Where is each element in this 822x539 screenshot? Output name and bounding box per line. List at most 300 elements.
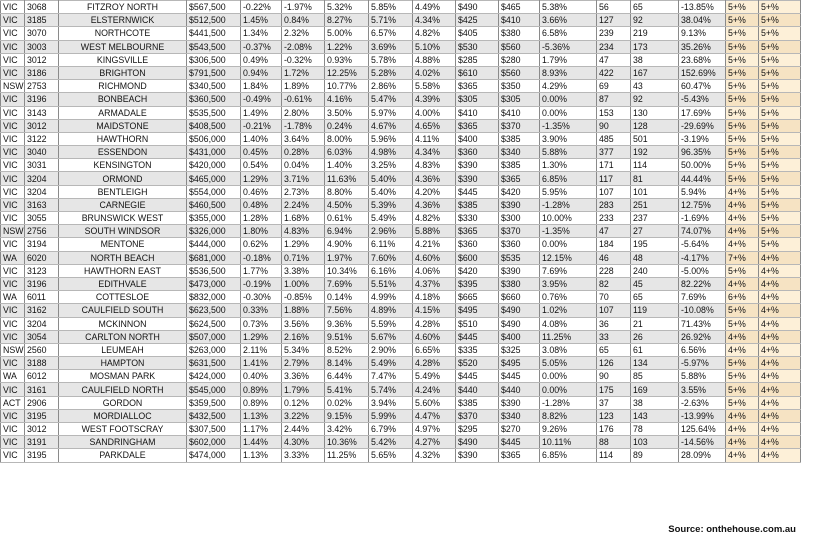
- cell-rent-change: -1.28%: [540, 198, 597, 211]
- cell-suburb: SANDRINGHAM: [59, 436, 187, 449]
- cell-change-3m: 3.38%: [282, 264, 325, 277]
- table-row: [1, 277, 801, 290]
- cell-growth-forecast-2: 5+%: [759, 119, 801, 132]
- cell-growth-forecast-1: 5+%: [726, 93, 759, 106]
- cell-col-9: 4.36%: [413, 198, 456, 211]
- cell-rent-prev: $390: [499, 198, 540, 211]
- table-row: [1, 14, 801, 27]
- cell-median-price: $507,000: [187, 330, 241, 343]
- cell-growth-forecast-2: 4+%: [759, 383, 801, 396]
- cell-suburb: ESSENDON: [59, 146, 187, 159]
- cell-rent-now: $490: [456, 436, 499, 449]
- cell-change-3m: 3.36%: [282, 370, 325, 383]
- cell-growth-forecast-2: 5+%: [759, 172, 801, 185]
- cell-col-9: 5.10%: [413, 40, 456, 53]
- cell-rent-change: 10.11%: [540, 436, 597, 449]
- cell-col-9: 4.18%: [413, 291, 456, 304]
- cell-listings-change: 71.43%: [679, 317, 726, 330]
- cell-change-1m: 0.94%: [241, 66, 282, 79]
- cell-suburb: CARLTON NORTH: [59, 330, 187, 343]
- cell-change-1m: 0.89%: [241, 396, 282, 409]
- cell-col-9: 4.39%: [413, 93, 456, 106]
- cell-change-3m: -1.97%: [282, 1, 325, 14]
- cell-rent-now: $520: [456, 357, 499, 370]
- cell-rent-yield: 5.49%: [369, 357, 413, 370]
- cell-listings-change: 6.56%: [679, 343, 726, 356]
- cell-listings-now: 422: [597, 66, 631, 79]
- cell-col-9: 4.34%: [413, 14, 456, 27]
- cell-listings-change: 23.68%: [679, 53, 726, 66]
- cell-change-12m: 4.16%: [325, 93, 369, 106]
- cell-change-3m: 1.88%: [282, 304, 325, 317]
- table-row: [1, 436, 801, 449]
- cell-listings-prev: 21: [631, 317, 679, 330]
- cell-suburb: FITZROY NORTH: [59, 1, 187, 14]
- cell-col-9: 4.60%: [413, 330, 456, 343]
- cell-state: ACT: [1, 396, 25, 409]
- cell-rent-prev: $305: [499, 93, 540, 106]
- cell-change-1m: 1.44%: [241, 436, 282, 449]
- cell-change-12m: 9.51%: [325, 330, 369, 343]
- cell-rent-yield: 2.96%: [369, 225, 413, 238]
- cell-listings-prev: 240: [631, 264, 679, 277]
- cell-rent-change: 1.79%: [540, 53, 597, 66]
- cell-change-3m: 4.83%: [282, 225, 325, 238]
- cell-listings-change: -10.08%: [679, 304, 726, 317]
- cell-growth-forecast-1: 5+%: [726, 172, 759, 185]
- cell-growth-forecast-1: 5+%: [726, 146, 759, 159]
- cell-state: VIC: [1, 449, 25, 462]
- cell-listings-change: 28.09%: [679, 449, 726, 462]
- table-row: [1, 146, 801, 159]
- cell-state: WA: [1, 251, 25, 264]
- cell-postcode: 3068: [25, 1, 59, 14]
- cell-median-price: $791,500: [187, 66, 241, 79]
- cell-growth-forecast-1: 5+%: [726, 317, 759, 330]
- cell-state: VIC: [1, 40, 25, 53]
- cell-change-3m: 0.71%: [282, 251, 325, 264]
- cell-growth-forecast-2: 4+%: [759, 317, 801, 330]
- cell-growth-forecast-2: 4+%: [759, 291, 801, 304]
- cell-listings-now: 36: [597, 317, 631, 330]
- table-row: [1, 238, 801, 251]
- cell-growth-forecast-1: 4+%: [726, 436, 759, 449]
- cell-listings-now: 228: [597, 264, 631, 277]
- cell-col-9: 4.65%: [413, 119, 456, 132]
- cell-listings-change: 5.88%: [679, 370, 726, 383]
- cell-growth-forecast-2: 5+%: [759, 185, 801, 198]
- cell-listings-prev: 45: [631, 277, 679, 290]
- cell-rent-change: 5.95%: [540, 185, 597, 198]
- cell-listings-prev: 38: [631, 53, 679, 66]
- cell-state: VIC: [1, 159, 25, 172]
- cell-rent-change: 6.85%: [540, 449, 597, 462]
- cell-change-12m: 10.36%: [325, 436, 369, 449]
- cell-change-3m: 3.22%: [282, 409, 325, 422]
- cell-growth-forecast-1: 5+%: [726, 159, 759, 172]
- cell-state: VIC: [1, 330, 25, 343]
- cell-col-9: 4.37%: [413, 277, 456, 290]
- cell-rent-prev: $410: [499, 14, 540, 27]
- cell-growth-forecast-1: 5+%: [726, 66, 759, 79]
- cell-change-3m: 1.79%: [282, 383, 325, 396]
- cell-median-price: $359,500: [187, 396, 241, 409]
- cell-state: VIC: [1, 66, 25, 79]
- cell-median-price: $444,000: [187, 238, 241, 251]
- cell-rent-yield: 6.79%: [369, 423, 413, 436]
- cell-rent-yield: 5.59%: [369, 317, 413, 330]
- cell-change-1m: -0.49%: [241, 93, 282, 106]
- cell-rent-now: $610: [456, 66, 499, 79]
- cell-change-3m: -1.78%: [282, 119, 325, 132]
- cell-rent-prev: $440: [499, 383, 540, 396]
- table-row: [1, 132, 801, 145]
- cell-listings-prev: 65: [631, 291, 679, 304]
- cell-listings-prev: 195: [631, 238, 679, 251]
- cell-col-9: 4.21%: [413, 238, 456, 251]
- cell-change-12m: 0.02%: [325, 396, 369, 409]
- cell-suburb: BRIGHTON: [59, 66, 187, 79]
- cell-rent-now: $440: [456, 383, 499, 396]
- cell-growth-forecast-2: 4+%: [759, 370, 801, 383]
- cell-rent-yield: 3.25%: [369, 159, 413, 172]
- cell-change-3m: 3.56%: [282, 317, 325, 330]
- cell-listings-change: 38.04%: [679, 14, 726, 27]
- cell-rent-change: 7.69%: [540, 264, 597, 277]
- cell-change-3m: -0.32%: [282, 53, 325, 66]
- cell-growth-forecast-2: 4+%: [759, 251, 801, 264]
- cell-change-1m: 0.62%: [241, 238, 282, 251]
- cell-state: VIC: [1, 238, 25, 251]
- cell-col-9: 4.28%: [413, 317, 456, 330]
- cell-growth-forecast-1: 4+%: [726, 185, 759, 198]
- cell-rent-prev: $490: [499, 317, 540, 330]
- table-row: [1, 53, 801, 66]
- cell-listings-change: -3.19%: [679, 132, 726, 145]
- cell-median-price: $306,500: [187, 53, 241, 66]
- cell-rent-prev: $560: [499, 66, 540, 79]
- cell-rent-yield: 5.71%: [369, 14, 413, 27]
- cell-growth-forecast-1: 5+%: [726, 396, 759, 409]
- table-row: [1, 1, 801, 14]
- cell-change-1m: -0.18%: [241, 251, 282, 264]
- cell-change-3m: 4.30%: [282, 436, 325, 449]
- cell-growth-forecast-2: 5+%: [759, 1, 801, 14]
- cell-change-3m: 3.71%: [282, 172, 325, 185]
- cell-suburb: MORDIALLOC: [59, 409, 187, 422]
- cell-growth-forecast-1: 5+%: [726, 383, 759, 396]
- cell-listings-prev: 43: [631, 80, 679, 93]
- cell-postcode: 3191: [25, 436, 59, 449]
- cell-rent-now: $530: [456, 40, 499, 53]
- cell-growth-forecast-2: 5+%: [759, 225, 801, 238]
- cell-suburb: WEST FOOTSCRAY: [59, 423, 187, 436]
- cell-col-9: 4.15%: [413, 304, 456, 317]
- cell-rent-now: $600: [456, 251, 499, 264]
- cell-median-price: $506,000: [187, 132, 241, 145]
- cell-growth-forecast-1: 5+%: [726, 119, 759, 132]
- cell-rent-change: 5.38%: [540, 1, 597, 14]
- cell-rent-change: -1.35%: [540, 119, 597, 132]
- cell-listings-change: 96.35%: [679, 146, 726, 159]
- cell-median-price: $441,500: [187, 27, 241, 40]
- cell-change-12m: 10.77%: [325, 80, 369, 93]
- cell-postcode: 3161: [25, 383, 59, 396]
- cell-change-3m: 0.28%: [282, 146, 325, 159]
- cell-rent-yield: 4.98%: [369, 146, 413, 159]
- cell-change-12m: 5.32%: [325, 1, 369, 14]
- cell-listings-prev: 26: [631, 330, 679, 343]
- cell-growth-forecast-2: 4+%: [759, 343, 801, 356]
- cell-growth-forecast-1: 5+%: [726, 53, 759, 66]
- cell-listings-prev: 237: [631, 212, 679, 225]
- cell-change-12m: 0.61%: [325, 212, 369, 225]
- cell-change-1m: 1.29%: [241, 172, 282, 185]
- cell-median-price: $431,000: [187, 146, 241, 159]
- cell-growth-forecast-2: 5+%: [759, 27, 801, 40]
- cell-rent-prev: $350: [499, 80, 540, 93]
- cell-change-12m: 1.22%: [325, 40, 369, 53]
- cell-listings-prev: 85: [631, 370, 679, 383]
- cell-col-9: 4.00%: [413, 106, 456, 119]
- cell-growth-forecast-2: 5+%: [759, 106, 801, 119]
- cell-rent-now: $490: [456, 1, 499, 14]
- cell-col-9: 6.65%: [413, 343, 456, 356]
- cell-listings-prev: 192: [631, 146, 679, 159]
- cell-growth-forecast-2: 4+%: [759, 277, 801, 290]
- cell-listings-now: 37: [597, 396, 631, 409]
- cell-change-12m: 0.24%: [325, 119, 369, 132]
- cell-rent-yield: 4.89%: [369, 304, 413, 317]
- cell-col-9: 4.60%: [413, 251, 456, 264]
- cell-rent-now: $405: [456, 27, 499, 40]
- cell-rent-prev: $380: [499, 27, 540, 40]
- cell-rent-change: -1.35%: [540, 225, 597, 238]
- cell-col-9: 4.82%: [413, 212, 456, 225]
- cell-state: VIC: [1, 185, 25, 198]
- cell-growth-forecast-1: 5+%: [726, 370, 759, 383]
- cell-state: VIC: [1, 304, 25, 317]
- cell-listings-now: 123: [597, 409, 631, 422]
- cell-listings-change: -5.64%: [679, 238, 726, 251]
- cell-rent-yield: 5.47%: [369, 93, 413, 106]
- cell-rent-yield: 4.99%: [369, 291, 413, 304]
- cell-rent-yield: 5.40%: [369, 185, 413, 198]
- cell-listings-prev: 38: [631, 396, 679, 409]
- cell-state: VIC: [1, 27, 25, 40]
- cell-listings-prev: 173: [631, 40, 679, 53]
- table-row: [1, 93, 801, 106]
- cell-change-1m: 0.54%: [241, 159, 282, 172]
- cell-change-3m: 1.29%: [282, 238, 325, 251]
- cell-change-1m: 0.33%: [241, 304, 282, 317]
- cell-rent-now: $495: [456, 304, 499, 317]
- cell-rent-change: 0.00%: [540, 238, 597, 251]
- cell-suburb: HAMPTON: [59, 357, 187, 370]
- cell-listings-now: 90: [597, 370, 631, 383]
- cell-state: VIC: [1, 146, 25, 159]
- cell-growth-forecast-1: 4+%: [726, 409, 759, 422]
- cell-rent-change: 1.02%: [540, 304, 597, 317]
- cell-change-3m: 2.44%: [282, 423, 325, 436]
- cell-rent-change: 12.15%: [540, 251, 597, 264]
- cell-listings-now: 234: [597, 40, 631, 53]
- cell-rent-yield: 5.28%: [369, 66, 413, 79]
- cell-postcode: 3070: [25, 27, 59, 40]
- cell-suburb: LEUMEAH: [59, 343, 187, 356]
- cell-suburb: HAWTHORN EAST: [59, 264, 187, 277]
- cell-state: VIC: [1, 1, 25, 14]
- cell-listings-prev: 114: [631, 159, 679, 172]
- table-row: [1, 304, 801, 317]
- cell-growth-forecast-1: 5+%: [726, 264, 759, 277]
- cell-rent-now: $395: [456, 277, 499, 290]
- cell-col-9: 5.49%: [413, 370, 456, 383]
- cell-change-3m: 1.00%: [282, 277, 325, 290]
- cell-postcode: 3040: [25, 146, 59, 159]
- cell-rent-prev: $445: [499, 436, 540, 449]
- cell-change-12m: 9.15%: [325, 409, 369, 422]
- cell-rent-yield: 4.67%: [369, 119, 413, 132]
- cell-suburb: MENTONE: [59, 238, 187, 251]
- cell-median-price: $473,000: [187, 277, 241, 290]
- cell-suburb: CAULFIELD NORTH: [59, 383, 187, 396]
- cell-col-9: 4.20%: [413, 185, 456, 198]
- cell-postcode: 2756: [25, 225, 59, 238]
- cell-rent-prev: $340: [499, 409, 540, 422]
- cell-rent-prev: $390: [499, 264, 540, 277]
- cell-median-price: $408,500: [187, 119, 241, 132]
- cell-listings-change: 60.47%: [679, 80, 726, 93]
- cell-growth-forecast-1: 4+%: [726, 212, 759, 225]
- cell-postcode: 6020: [25, 251, 59, 264]
- cell-rent-change: 9.26%: [540, 423, 597, 436]
- cell-median-price: $460,500: [187, 198, 241, 211]
- cell-change-3m: 1.89%: [282, 80, 325, 93]
- cell-change-1m: 0.73%: [241, 317, 282, 330]
- cell-rent-yield: 5.97%: [369, 106, 413, 119]
- cell-rent-yield: 5.67%: [369, 330, 413, 343]
- cell-rent-yield: 5.78%: [369, 53, 413, 66]
- cell-listings-prev: 78: [631, 423, 679, 436]
- cell-col-9: 4.88%: [413, 53, 456, 66]
- cell-listings-now: 87: [597, 93, 631, 106]
- table-row: [1, 80, 801, 93]
- cell-col-9: 4.02%: [413, 66, 456, 79]
- cell-suburb: ORMOND: [59, 172, 187, 185]
- cell-col-9: 5.60%: [413, 396, 456, 409]
- cell-listings-now: 65: [597, 343, 631, 356]
- cell-growth-forecast-2: 4+%: [759, 357, 801, 370]
- cell-suburb: RICHMOND: [59, 80, 187, 93]
- cell-change-1m: 1.17%: [241, 423, 282, 436]
- cell-rent-yield: 5.40%: [369, 172, 413, 185]
- cell-listings-now: 171: [597, 159, 631, 172]
- cell-growth-forecast-2: 4+%: [759, 409, 801, 422]
- source-note: Source: onthehouse.com.au: [668, 524, 796, 535]
- cell-listings-change: 44.44%: [679, 172, 726, 185]
- cell-listings-change: -29.69%: [679, 119, 726, 132]
- table-row: [1, 225, 801, 238]
- cell-rent-now: $360: [456, 146, 499, 159]
- cell-median-price: $832,000: [187, 291, 241, 304]
- cell-postcode: 6011: [25, 291, 59, 304]
- cell-change-1m: 0.89%: [241, 383, 282, 396]
- cell-listings-prev: 103: [631, 436, 679, 449]
- cell-change-1m: 1.40%: [241, 132, 282, 145]
- cell-suburb: HAWTHORN: [59, 132, 187, 145]
- cell-rent-prev: $495: [499, 357, 540, 370]
- cell-growth-forecast-2: 4+%: [759, 264, 801, 277]
- cell-listings-prev: 501: [631, 132, 679, 145]
- cell-rent-now: $365: [456, 80, 499, 93]
- cell-median-price: $535,500: [187, 106, 241, 119]
- cell-postcode: 3185: [25, 14, 59, 27]
- cell-change-3m: 3.64%: [282, 132, 325, 145]
- table-row: [1, 449, 801, 462]
- cell-listings-change: 3.55%: [679, 383, 726, 396]
- table-row: [1, 212, 801, 225]
- cell-postcode: 3204: [25, 172, 59, 185]
- cell-rent-change: 3.08%: [540, 343, 597, 356]
- cell-rent-prev: $325: [499, 343, 540, 356]
- cell-growth-forecast-2: 5+%: [759, 80, 801, 93]
- cell-change-12m: 4.90%: [325, 238, 369, 251]
- cell-rent-now: $445: [456, 185, 499, 198]
- cell-listings-now: 184: [597, 238, 631, 251]
- cell-suburb: MCKINNON: [59, 317, 187, 330]
- cell-rent-now: $285: [456, 53, 499, 66]
- cell-listings-change: -13.85%: [679, 1, 726, 14]
- cell-col-9: 5.88%: [413, 225, 456, 238]
- cell-change-12m: 8.14%: [325, 357, 369, 370]
- cell-growth-forecast-2: 5+%: [759, 159, 801, 172]
- cell-median-price: $545,000: [187, 383, 241, 396]
- cell-listings-prev: 251: [631, 198, 679, 211]
- cell-listings-prev: 27: [631, 225, 679, 238]
- cell-change-3m: 2.80%: [282, 106, 325, 119]
- cell-postcode: 3122: [25, 132, 59, 145]
- cell-listings-change: -13.99%: [679, 409, 726, 422]
- cell-listings-change: 50.00%: [679, 159, 726, 172]
- cell-suburb: ELSTERNWICK: [59, 14, 187, 27]
- cell-growth-forecast-2: 4+%: [759, 423, 801, 436]
- cell-listings-prev: 92: [631, 93, 679, 106]
- cell-listings-change: -1.69%: [679, 212, 726, 225]
- cell-rent-change: 0.00%: [540, 106, 597, 119]
- cell-rent-prev: $300: [499, 212, 540, 225]
- cell-change-3m: 2.24%: [282, 198, 325, 211]
- cell-listings-now: 33: [597, 330, 631, 343]
- cell-rent-now: $365: [456, 119, 499, 132]
- cell-change-1m: 1.77%: [241, 264, 282, 277]
- cell-growth-forecast-1: 6+%: [726, 291, 759, 304]
- cell-median-price: $536,500: [187, 264, 241, 277]
- cell-postcode: 2753: [25, 80, 59, 93]
- cell-rent-now: $390: [456, 449, 499, 462]
- cell-median-price: $681,000: [187, 251, 241, 264]
- cell-growth-forecast-1: 4+%: [726, 423, 759, 436]
- cell-change-1m: -0.22%: [241, 1, 282, 14]
- table-row: [1, 27, 801, 40]
- cell-change-3m: -2.08%: [282, 40, 325, 53]
- cell-change-3m: 0.12%: [282, 396, 325, 409]
- cell-rent-change: 0.76%: [540, 291, 597, 304]
- cell-median-price: $355,000: [187, 212, 241, 225]
- cell-postcode: 3054: [25, 330, 59, 343]
- cell-growth-forecast-1: 7+%: [726, 251, 759, 264]
- cell-rent-change: 1.30%: [540, 159, 597, 172]
